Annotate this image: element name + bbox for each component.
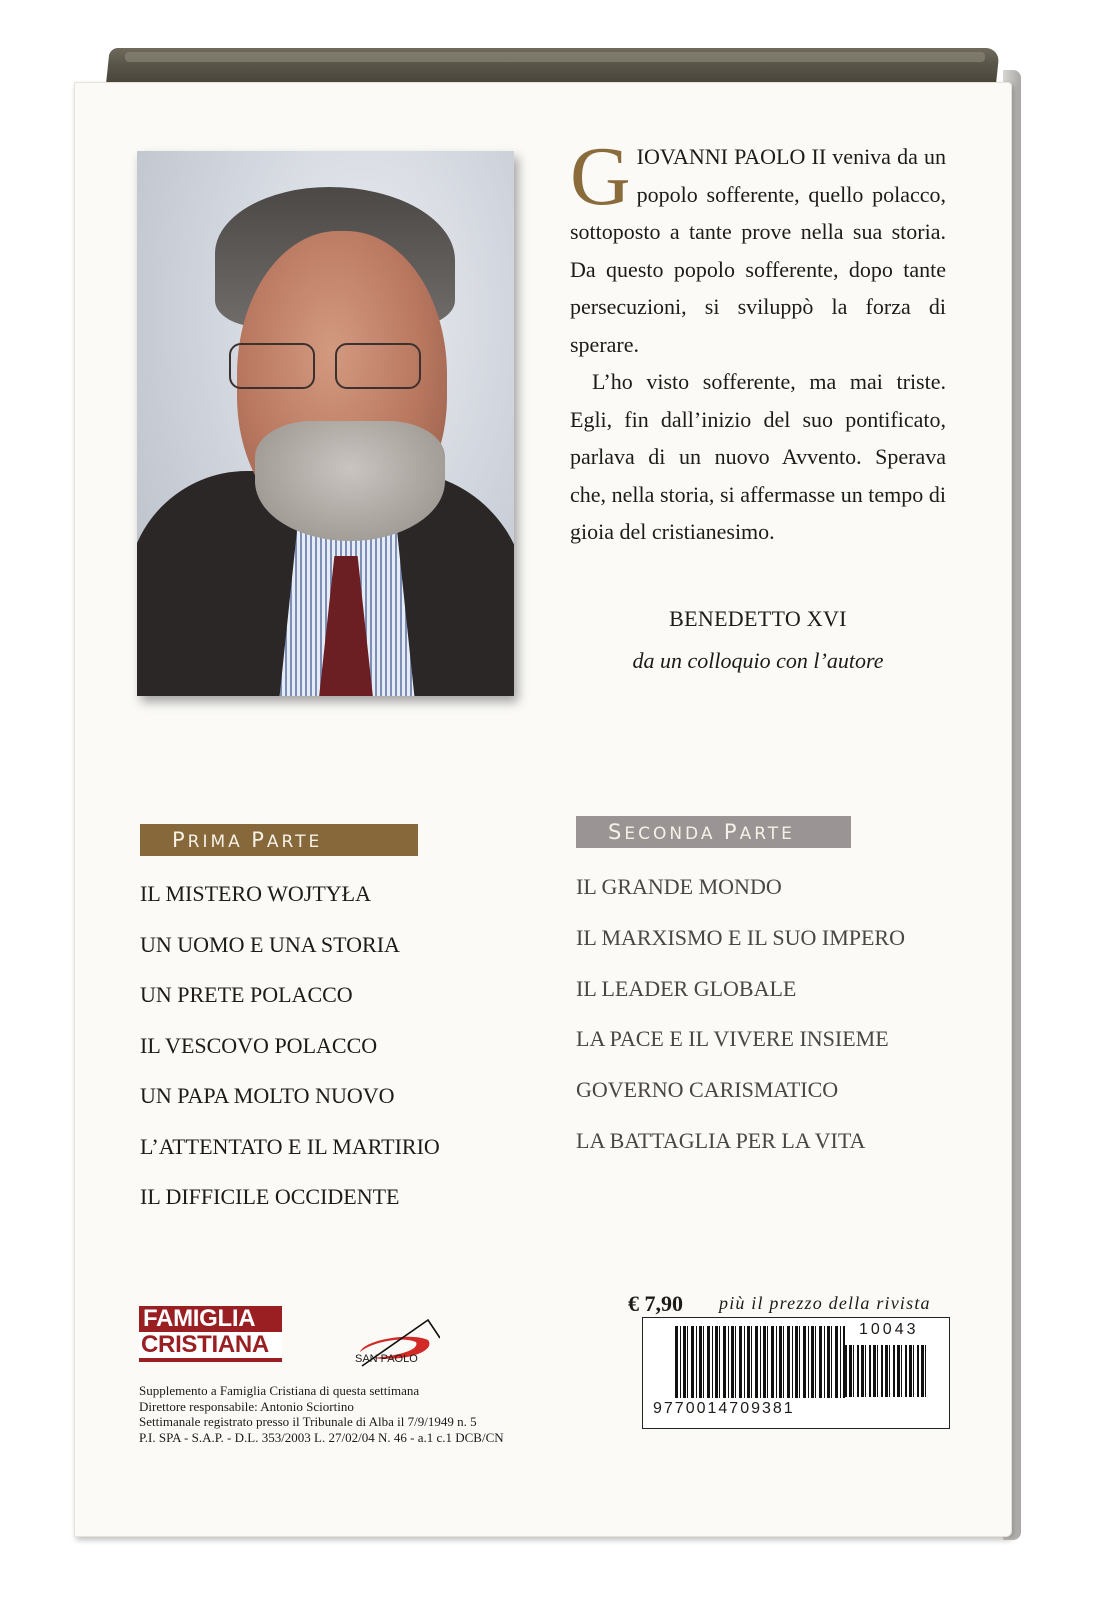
barcode — [642, 1317, 950, 1429]
quote-source: da un colloquio con l’autore — [632, 648, 884, 673]
chapter-item: IL MARXISMO E IL SUO IMPERO — [576, 924, 905, 950]
chapter-item: IL DIFFICILE OCCIDENTE — [140, 1184, 400, 1209]
barcode-addon-digits: 10043 — [859, 1321, 919, 1338]
imprint-line: P.I. SPA - S.A.P. - D.L. 353/2003 L. 27/02/04 N. 46 - a.1 c.1 DCB/CN — [139, 1429, 504, 1445]
chapter-item: UN PRETE POLACCO — [140, 982, 353, 1007]
imprint-line: Supplemento a Famiglia Cristiana di questa settimana — [139, 1383, 420, 1398]
chapter-item: IL LEADER GLOBALE — [576, 975, 797, 1001]
quote-author: BENEDETTO XVI — [669, 606, 847, 631]
barcode-digits: 9770014709381 — [653, 1400, 795, 1417]
drop-cap: G — [570, 130, 631, 223]
chapter-item: IL MISTERO WOJTYŁA — [140, 881, 371, 906]
seconda-parte-heading: SECONDA PARTE — [576, 816, 851, 848]
price: € 7,90 — [628, 1291, 683, 1316]
chapter-item: IL VESCOVO POLACCO — [140, 1032, 378, 1058]
chapter-item: GOVERNO CARISMATICO — [576, 1077, 839, 1103]
quote-paragraph-1: GIOVANNI PAOLO II veniva da un popolo sofferente, quello polacco, sottoposto a tante prove nella sua storia. Da questo popolo sofferente, dopo tante persecuzioni, si sviluppò la forza di sperare. — [570, 130, 946, 357]
price-note: più il prezzo della rivista — [719, 1293, 931, 1313]
imprint-line: Direttore responsabile: Antonio Sciortino — [139, 1398, 354, 1414]
chapter-item: LA BATTAGLIA PER LA VITA — [576, 1127, 866, 1153]
author-photo — [137, 151, 514, 696]
book-pages-edge — [125, 52, 985, 62]
chapter-item: UN PAPA MOLTO NUOVO — [140, 1083, 395, 1108]
quote-paragraph-2: L’ho visto sofferente, ma mai triste. Egli, fin dall’inizio del suo pontificato, parlava di un nuovo Avvento. Sperava che, nella storia, si affermasse un tempo di gioia del cristianesimo. — [570, 369, 946, 544]
chapter-item: L’ATTENTATO E IL MARTIRIO — [140, 1133, 440, 1159]
chapter-item: LA PACE E IL VIVERE INSIEME — [576, 1026, 889, 1052]
barcode-bars-icon — [675, 1326, 845, 1398]
seconda-parte-chapters — [576, 873, 905, 1178]
imprint-line: Settimanale registrato presso il Tribunale di Alba il 7/9/1949 n. 5 — [139, 1414, 477, 1429]
photo-glasses — [229, 343, 429, 393]
barcode-addon-bars-icon — [845, 1345, 929, 1397]
prima-parte-chapters — [140, 880, 440, 1234]
famiglia-cristiana-logo: FAMIGLIA CRISTIANA — [139, 1306, 282, 1362]
photo-beard — [255, 421, 445, 541]
prima-parte-heading: PRIMA PARTE — [140, 824, 418, 856]
san-paolo-label: SAN PAOLO — [355, 1353, 418, 1365]
imprint-text — [139, 1383, 569, 1445]
chapter-item: UN UOMO E UNA STORIA — [140, 931, 400, 957]
chapter-item: IL GRANDE MONDO — [576, 874, 782, 899]
blurb-quote — [570, 130, 946, 551]
